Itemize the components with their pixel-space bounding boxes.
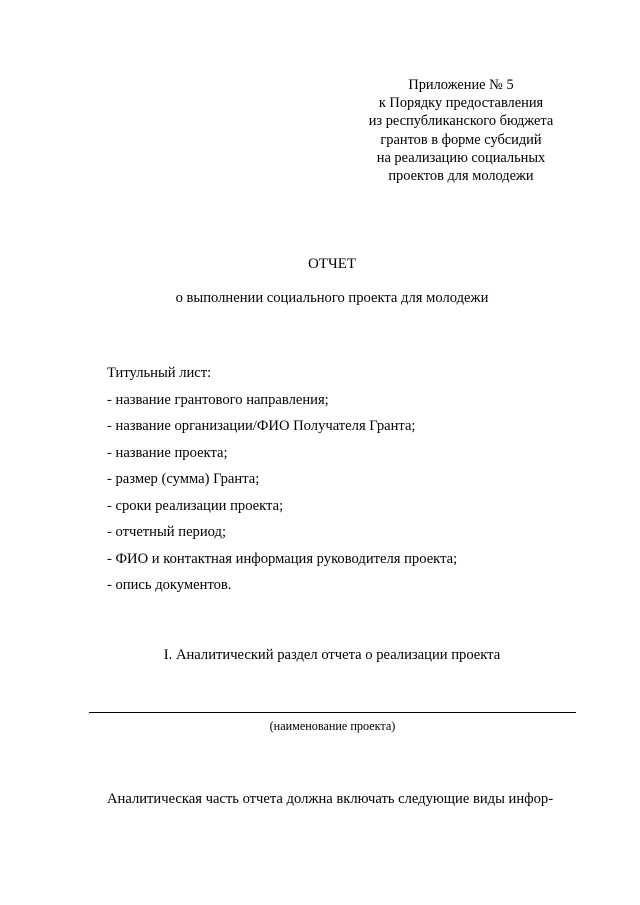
list-item: - сроки реализации проекта; [107, 497, 284, 514]
list-item: - опись документов. [107, 577, 232, 593]
title-page-list [107, 364, 457, 603]
list-item: - отчетный период; [107, 524, 227, 540]
title-page-heading: Титульный лист: [107, 365, 212, 381]
list-item: - название грантового направления; [107, 391, 329, 408]
list-item: - ФИО и контактная информация руководителя проекта; [107, 550, 458, 567]
document-subtitle: о выполнении социального проекта для молодежи [175, 290, 489, 306]
list-item: - название проекта; [107, 444, 228, 461]
appendix-line: проектов для молодежи [388, 168, 534, 185]
fill-in-line [89, 712, 576, 713]
appendix-line: из республиканского бюджета [368, 113, 554, 130]
section-heading: I. Аналитический раздел отчета о реализации проекта [163, 647, 501, 663]
appendix-line: к Порядку предоставления [378, 95, 544, 112]
document-title: ОТЧЕТ [307, 256, 357, 272]
list-item: - название организации/ФИО Получателя Гранта; [107, 418, 416, 434]
appendix-line: грантов в форме субсидий [380, 131, 542, 148]
list-item: - размер (сумма) Гранта; [107, 471, 260, 487]
fill-in-caption: (наименование проекта) [269, 719, 396, 733]
appendix-block [330, 76, 592, 185]
body-paragraph: Аналитическая часть отчета должна включать следующие виды инфор- [107, 791, 554, 807]
appendix-line: Приложение № 5 [408, 77, 514, 93]
appendix-line: на реализацию социальных [376, 149, 546, 166]
